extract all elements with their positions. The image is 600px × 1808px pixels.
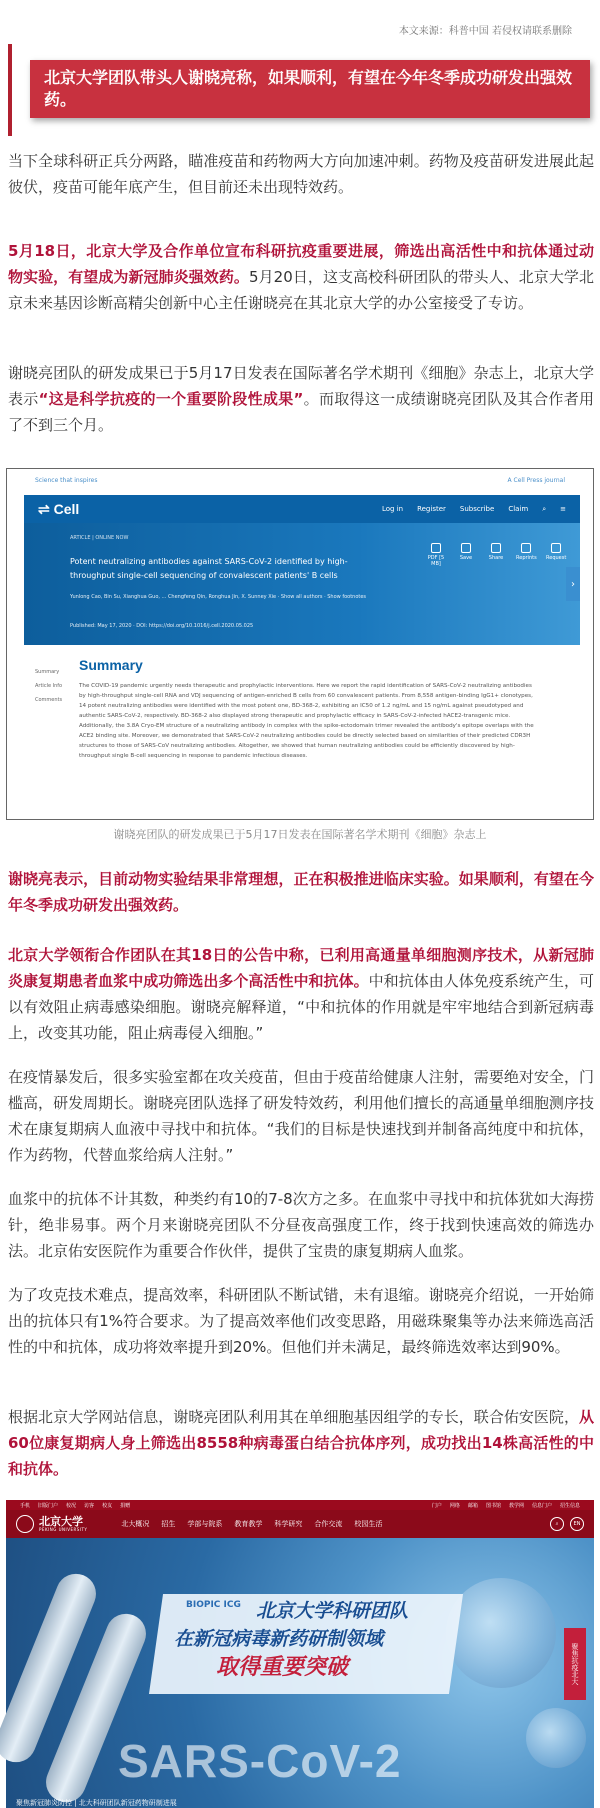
cell-nav-login: Log in <box>381 505 404 513</box>
cell-tagline: Science that inspires <box>35 477 98 484</box>
cell-navbar <box>24 495 580 523</box>
menu-icon: ≡ <box>560 505 566 513</box>
paragraph-3 <box>8 360 594 438</box>
source-note: 本文来源：科普中国 若侵权请联系删除 <box>398 26 572 37</box>
pdf-icon <box>431 543 441 553</box>
paragraph-3-highlight: “这是科学抗疫的一个重要阶段性成果” <box>38 390 304 408</box>
pku-topbar-link: 网络 <box>449 1502 460 1509</box>
paragraph-5-text: 中和抗体由人体免疫系统产生，可以有效阻止病毒感染细胞。谢晓亮解释道，“中和抗体的作用就是牢牢地结合到新冠病毒上，改变其功能，阻止病毒侵入细胞。” <box>8 972 594 1042</box>
chevron-right-icon: › <box>566 567 580 601</box>
pku-topbar-link: 访客 <box>84 1502 95 1509</box>
paragraph-4 <box>8 866 594 918</box>
pku-topbar-link: 邮箱 <box>467 1502 478 1509</box>
paragraph-1: 当下全球科研正兵分两路，瞄准疫苗和药物两大方向加速冲刺。药物及疫苗研发进展此起彼伏，疫苗可能年底产生，但目前还未出现特效药。 <box>8 152 594 196</box>
pku-menu <box>121 1519 382 1529</box>
reprints-icon <box>521 543 531 553</box>
cell-summary-heading: Summary <box>79 657 143 673</box>
pku-menu-item: 校园生活 <box>354 1520 383 1528</box>
paragraph-4-highlight: 谢晓亮表示，目前动物实验结果非常理想，正在积极推进临床实验。如果顺利，有望在今年冬季成功研发出强效药。 <box>8 870 594 914</box>
pku-topbar <box>6 1500 594 1510</box>
pku-topbar-link: 校友 <box>102 1502 113 1509</box>
pku-topbar-link: 教学网 <box>508 1502 524 1509</box>
pku-menu-item: 学部与院系 <box>187 1520 223 1528</box>
pku-banner-title-2: 在新冠病毒新药研制领域 <box>174 1628 384 1650</box>
pku-topbar-link: 旧版门户 <box>38 1502 59 1509</box>
pku-banner-bottom-text: 聚焦新冠肺炎防控 | 北大科研团队新冠药物研制进展 <box>16 1799 177 1807</box>
pku-banner-tag: BIOPIC ICG <box>186 1600 241 1610</box>
pku-name: 北京大学 <box>39 1515 83 1528</box>
pku-seal-icon <box>16 1515 34 1533</box>
cell-side-comments: Comments <box>35 697 63 703</box>
pku-menu-item: 北大概况 <box>121 1520 150 1528</box>
cell-article-screenshot <box>6 468 594 820</box>
pku-menu-item: 教育教学 <box>234 1520 263 1528</box>
cell-side-links <box>35 665 62 707</box>
cell-nav-register: Register <box>417 505 446 513</box>
pku-banner <box>6 1538 594 1808</box>
pku-nav-icons <box>550 1517 584 1531</box>
pku-subname: PEKING UNIVERSITY <box>39 1527 88 1532</box>
pku-website-screenshot <box>6 1500 594 1807</box>
paragraph-2 <box>8 238 594 316</box>
cell-press-label: A Cell Press journal <box>507 477 565 484</box>
paragraph-6: 在疫情暴发后，很多实验室都在攻关疫苗，但由于疫苗给健康人注射，需要绝对安全，门槛高，研发周期长。谢晓亮团队选择了研发特效药，利用他们擅长的高通量单细胞测序技术在康复期病人血液中寻找中和抗体。“我们的目标是快速找到并制备高纯度中和抗体，作为药物，代替血浆给病人注射。” <box>8 1068 594 1164</box>
share-icon <box>491 543 501 553</box>
cell-summary-text: The COVID-19 pandemic urgently needs therapeutic and prophylactic interventions. Here we report the rapid identification of SARS-CoV-2 neutralizing antibodies by high-throughput single-cell RNA and VDJ sequencing of antigen-enriched B cells from 60 convalescent patients. From 8,558 antigen-binding IgG1+ clonotypes, 14 potent neutralizing antibodies were identified with the most potent one, BD-368-2, exhibiting an IC50 of 1.2 ng/mL and 15 ng/mL against pseudotyped and authentic SARS-CoV-2, respectively. BD-368-2 also displayed strong therapeutic and prophylactic efficacy in SARS-CoV-2-infected hACE2-transgenic mice. Additionally, the 3.8A Cryo-EM structure of a neutralizing antibody in complex with the spike-ectodomain trimer revealed the antibody's epitope overlaps with the ACE2 binding site. Moreover, we demonstrated that SARS-CoV-2 neutralizing antibodies could be directly selected based on similarities of their predicted CDR3H structures to those of SARS-CoV neutralizing antibodies. Altogether, we showed that human neutralizing antibodies could be efficiently discovered by high-throughput single B-cell sequencing in response to pandemic infectious diseases. <box>79 683 534 759</box>
cell-article-header <box>24 523 580 645</box>
pku-big-text: SARS-CoV-2 <box>118 1735 402 1787</box>
cell-nav-claim: Claim <box>508 505 529 513</box>
pdf-tool: PDF [5 MB] <box>426 543 446 567</box>
pku-banner-title-3: 取得重要突破 <box>216 1655 349 1680</box>
cell-side-info: Article Info <box>35 683 63 689</box>
paragraph-9-highlight: 从60位康复期病人身上筛选出8558种病毒蛋白结合抗体序列，成功找出14株高活性的中和抗体。 <box>8 1408 594 1478</box>
save-icon <box>461 543 471 553</box>
paragraph-3-text-b: 。而取得这一成绩谢晓亮团队及其合作者用了不到三个月。 <box>8 390 594 434</box>
pku-topbar-link: 门户 <box>431 1502 442 1509</box>
paragraph-5 <box>8 942 594 1046</box>
cell-side-summary: Summary <box>35 669 60 675</box>
pku-topbar-link: 校况 <box>66 1502 77 1509</box>
pku-topbar-link: 捐赠 <box>120 1502 131 1509</box>
paragraph-8: 为了攻克技术难点，提高效率，科研团队不断试错，未有退缩。谢晓亮介绍说，一开始筛出的抗体只有1%符合要求。为了提高效率他们改变思路，用磁珠聚集等办法来筛选高活性的中和抗体，成功将效率提升到20%。但他们并未满足，最终筛选效率达到90%。 <box>8 1286 594 1356</box>
search-icon: ⌕ <box>542 504 547 513</box>
cell-published: Published: May 17, 2020 · DOI: https://doi.org/10.1016/j.cell.2020.05.025 <box>70 623 254 629</box>
paragraph-5-highlight: 北京大学领衔合作团队在其18日的公告中称，已利用高通量单细胞测序技术，从新冠肺炎康复期患者血浆中成功筛选出多个高活性中和抗体。 <box>8 946 594 990</box>
virus-graphic <box>526 1708 586 1768</box>
request-tool: Request <box>546 543 566 567</box>
search-icon: ⌕ <box>550 1517 564 1531</box>
paragraph-2-text: 5月20日，这支高校科研团队的带头人、北京大学北京未来基因诊断高精尖创新中心主任谢晓亮在其北京大学的办公室接受了专访。 <box>8 268 594 312</box>
pku-banner-title-1: 北京大学科研团队 <box>256 1600 409 1622</box>
paragraph-9-text: 根据北京大学网站信息，谢晓亮团队利用其在单细胞基因组学的专长，联合佑安医院， <box>8 1408 579 1426</box>
pku-menu-item: 合作交流 <box>314 1520 343 1528</box>
cell-authors: Yunlong Cao, Bin Su, Xianghua Guo, ... Chengfeng Qin, Ronghua Jin, X. Sunney Xie · Show all authors · Show footnotes <box>70 594 367 600</box>
share-tool: Share <box>486 543 506 567</box>
request-icon <box>551 543 561 553</box>
pku-ribbon: 聚焦抗疫北大 <box>564 1628 586 1700</box>
pku-topbar-link: 信息门户 <box>531 1502 552 1509</box>
pku-logo <box>16 1515 87 1533</box>
paragraph-9 <box>8 1404 594 1482</box>
pku-topbar-right <box>432 1502 580 1509</box>
pku-topbar-link: 招生信息 <box>559 1502 580 1509</box>
figure-1-caption: 谢晓亮团队的研发成果已于5月17日发表在国际著名学术期刊《细胞》杂志上 <box>113 828 487 841</box>
pku-topbar-link: 图书馆 <box>485 1502 501 1509</box>
paragraph-7: 血浆中的抗体不计其数，种类约有10的7-8次方之多。在血浆中寻找中和抗体犹如大海捞针，绝非易事。两个月来谢晓亮团队不分昼夜高强度工作，终于找到快速高效的筛选办法。北京佑安医院作为重要合作伙伴，提供了宝贵的康复期病人血浆。 <box>8 1190 594 1260</box>
cell-logo: ⇌ Cell <box>38 500 80 517</box>
cell-nav-links <box>382 505 566 514</box>
reprints-tool: Reprints <box>516 543 536 567</box>
cell-kicker: ARTICLE | ONLINE NOW <box>70 535 129 541</box>
pku-menu-item: 招生 <box>161 1520 176 1528</box>
cell-topline <box>7 469 593 489</box>
save-tool: Save <box>456 543 476 567</box>
language-toggle: EN <box>570 1517 584 1531</box>
paragraph-3-text-a: 谢晓亮团队的研发成果已于5月17日发表在国际著名学术期刊《细胞》杂志上，北京大学表示 <box>8 364 594 408</box>
pku-topbar-link: 手机 <box>20 1502 31 1509</box>
cell-nav-subscribe: Subscribe <box>459 505 495 513</box>
headline: 北京大学团队带头人谢晓亮称，如果顺利，有望在今年冬季成功研发出强效药。 <box>30 60 590 118</box>
pku-navbar <box>6 1510 594 1538</box>
cell-article-title: Potent neutralizing antibodies against SARS-CoV-2 identified by high-throughput single-cell sequencing of convalescent patients' B cells <box>70 557 348 580</box>
pku-menu-item: 科学研究 <box>274 1520 303 1528</box>
cell-tools <box>426 543 566 567</box>
paragraph-2-highlight: 5月18日，北京大学及合作单位宣布科研抗疫重要进展，筛选出高活性中和抗体通过动物实验，有望成为新冠肺炎强效药。 <box>8 242 594 286</box>
headline-block <box>8 44 592 136</box>
